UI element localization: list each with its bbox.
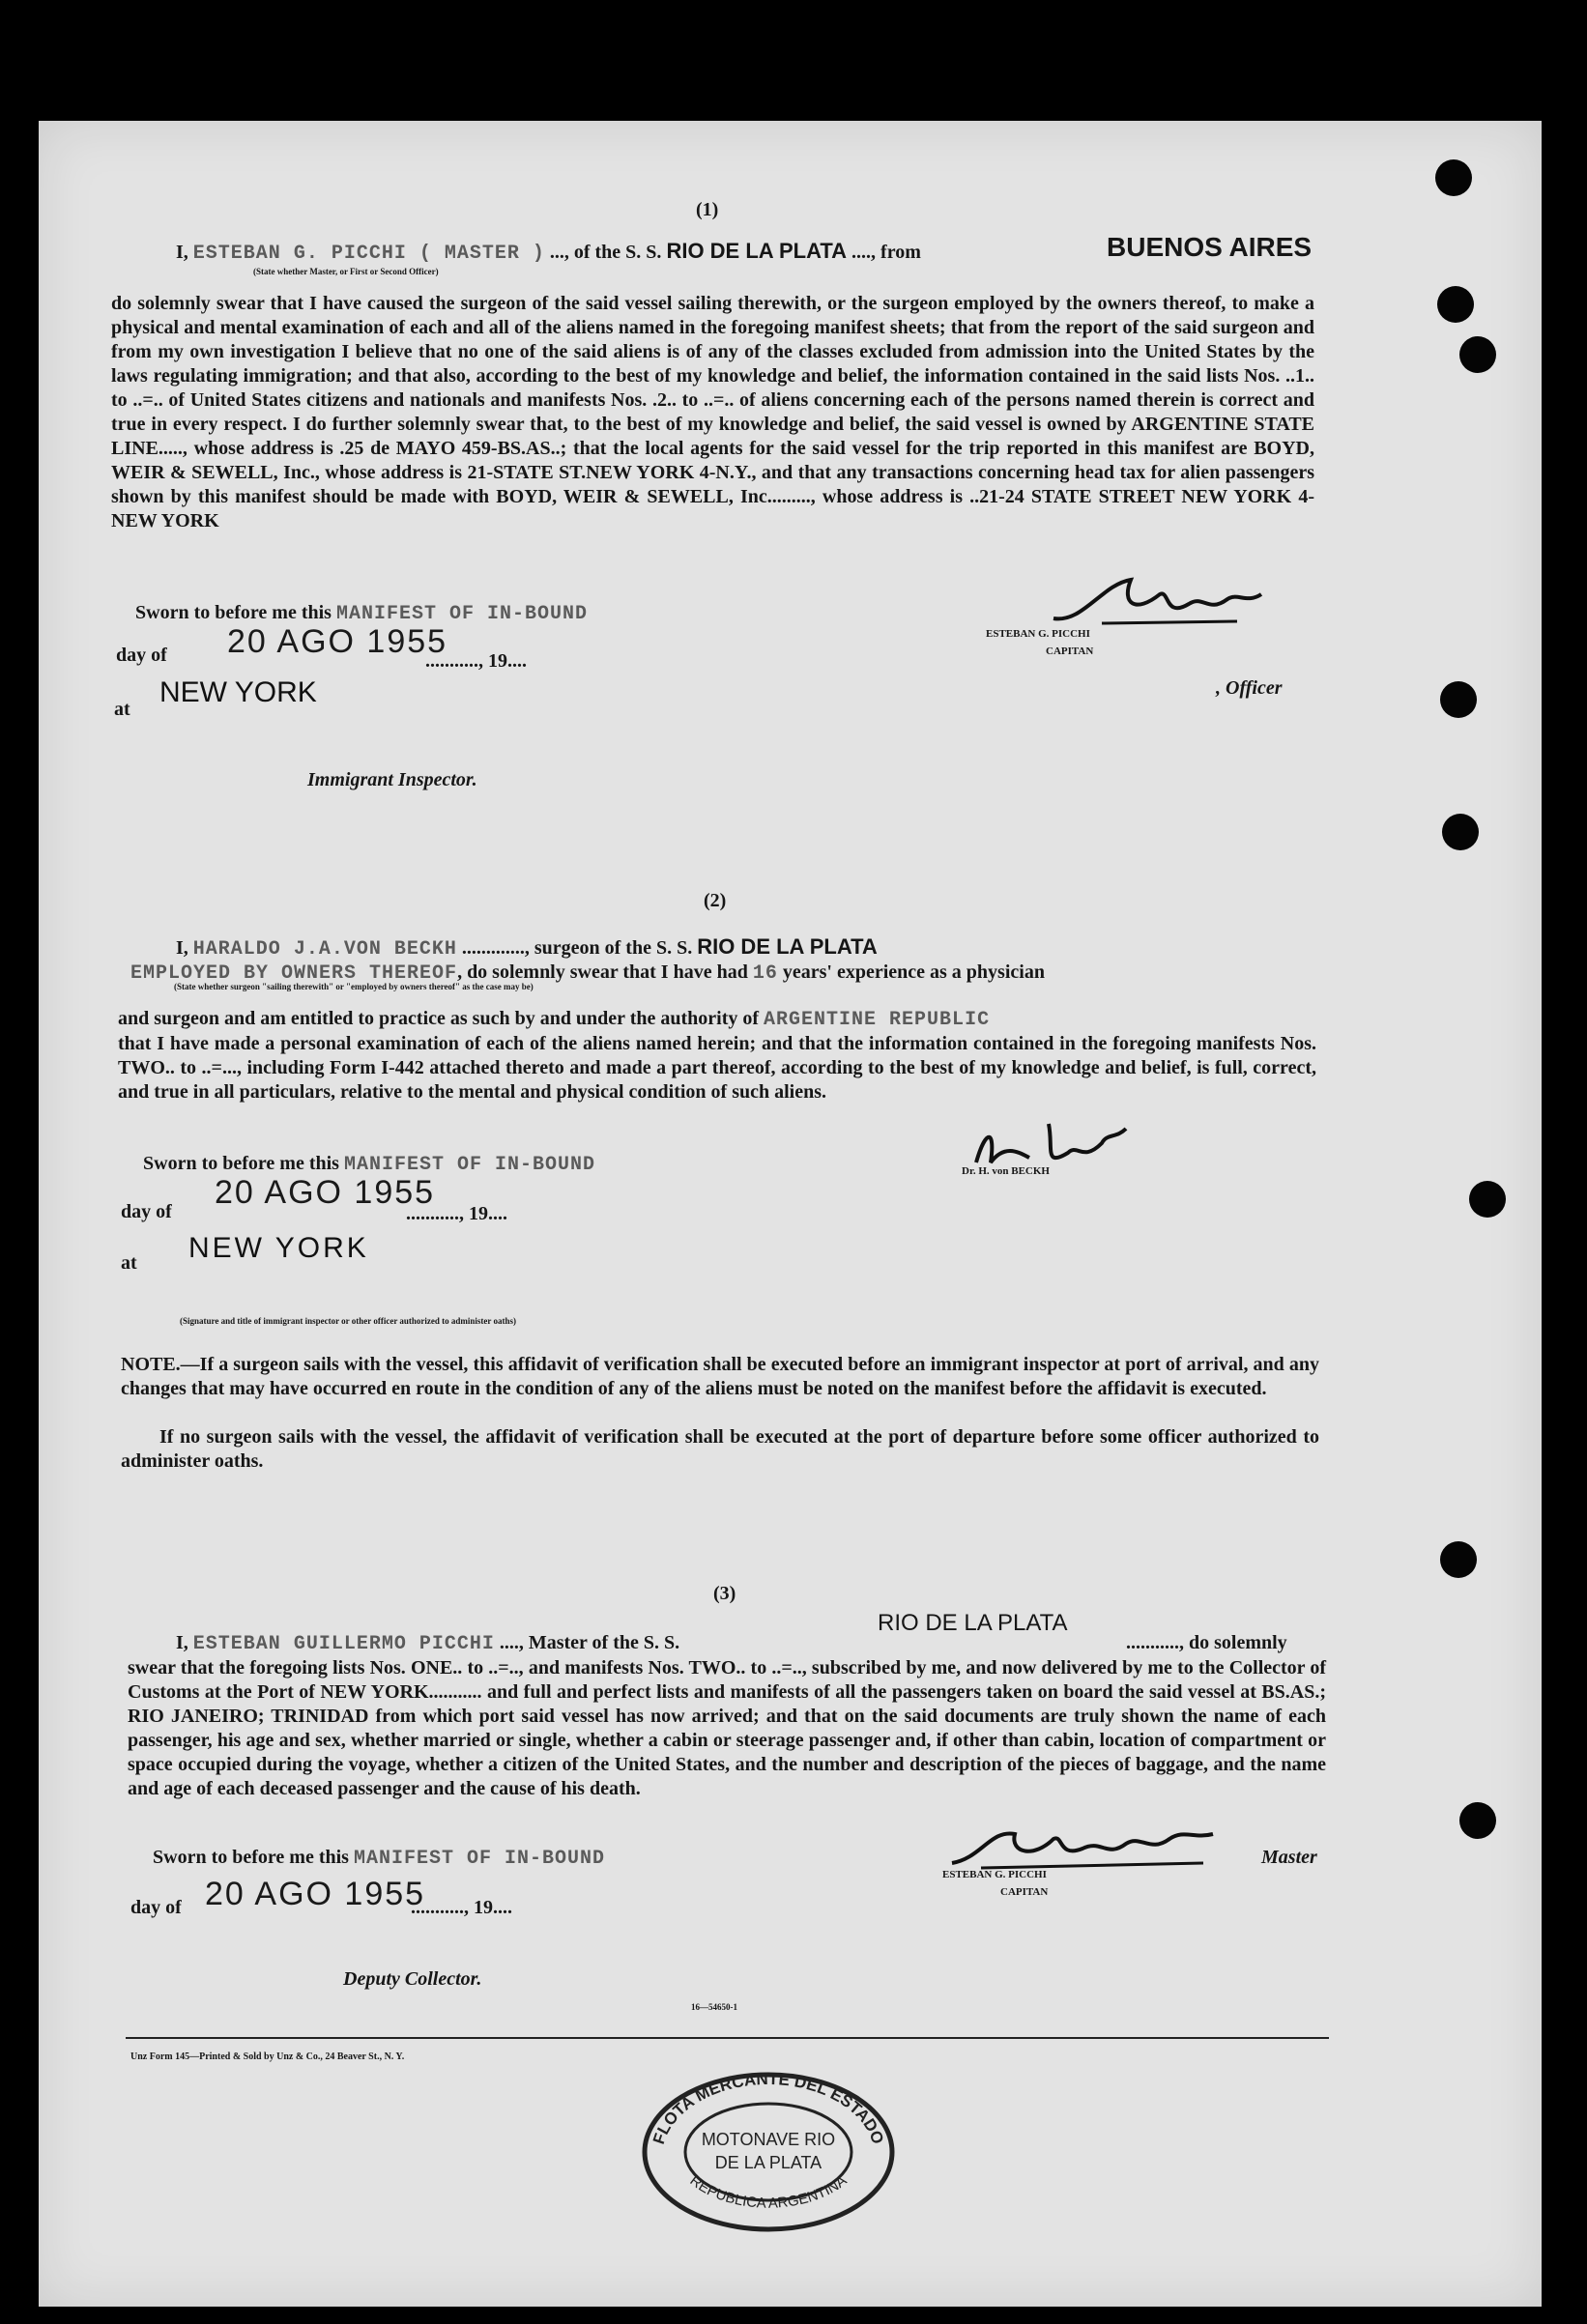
affidavit2-note1: NOTE.—If a surgeon sails with the vessel, this affidavit of verification shall be executed before an immigrant inspector at port of arrival, and any changes that may have occurred en route in the condition of any of the aliens must be noted on the manifest before the affidavit is executed. (121, 1354, 1319, 1399)
punch-hole (1437, 286, 1474, 323)
affidavit1-signer: ESTEBAN G. PICCHI (986, 628, 1090, 640)
affidavit1-day-value: 20 AGO 1955 (227, 623, 448, 660)
affidavit2-signer: Dr. H. von BECKH (962, 1165, 1050, 1177)
affidavit3-signer-title: CAPITAN (1000, 1886, 1049, 1898)
affidavit2-day-value: 20 AGO 1955 (215, 1174, 436, 1211)
affidavit2-sworn: Sworn to before me this MANIFEST OF IN-BOUND (143, 1153, 595, 1176)
affidavit3-year: ..........., 19.... (411, 1897, 512, 1918)
affidavit1-signer-title: CAPITAN (1046, 646, 1094, 657)
stamp-inner-line1: MOTONAVE RIO (701, 2130, 836, 2149)
footer-rule (126, 2037, 1329, 2039)
stamp-outer-bottom: REPUBLICA ARGENTINA (686, 2172, 851, 2212)
affidavit1-sworn: Sworn to before me this MANIFEST OF IN-BOUND (135, 602, 588, 625)
affidavit1-inspector: Immigrant Inspector. (307, 769, 477, 790)
punch-hole (1440, 1541, 1477, 1578)
affidavit1-number: (1) (696, 199, 719, 220)
affidavit3-day: day of (130, 1897, 182, 1918)
affidavit1-port: BUENOS AIRES (1107, 232, 1313, 262)
affidavit3-signer: ESTEBAN G. PICCHI (942, 1869, 1047, 1880)
signature-picchi-master (942, 1815, 1223, 1873)
affidavit2-authority-line: and surgeon and am entitled to practice as such by and under the authority of ARGENTINE REPUBLIC (118, 1008, 991, 1031)
svg-text:REPUBLICA ARGENTINA (687, 2172, 851, 2212)
affidavit1-day: day of (116, 645, 167, 666)
affidavit1-at-value: NEW YORK (159, 676, 317, 708)
punch-hole (1435, 159, 1472, 196)
affidavit1-body: do solemnly swear that I have caused the surgeon of the said vessel sailing therewith, or the surgeon employed by the owners thereof, to make a physical and mental examination of each and all of the aliens named in the foregoing manifest sheets; that from the report of the said surgeon and from my own investigation I believe that no one of the said aliens is of any of the classes excluded from admission into the United States by the laws regulating immigration; and that also, according to the best of my knowledge and belief, the information contained in the said lists Nos. ..1.. to ..=.. of United States citizens and nationals and manifests Nos. .2.. to ..=.. of aliens concerning each of the persons named therein is correct and true in every respect. I do further solemnly swear that, to the best of my knowledge and belief, the said vessel is owned by ARGENTINE STATE LINE....., whose address is .25 de MAYO 459-BS.AS..; that the local agents for the said vessel for the trip reported in this manifest are BOYD, WEIR & SEWELL, Inc., whose address is 21-STATE ST.NEW YORK 4-N.Y., and that any transactions concerning head tax for alien passengers shown by this manifest should be made with BOYD, WEIR & SEWELL, Inc........., whose address is ..21-24 STATE STREET NEW YORK 4-NEW YORK (111, 293, 1314, 531)
punch-hole (1442, 814, 1479, 850)
affidavit2-number: (2) (704, 890, 727, 911)
affidavit2-line2: EMPLOYED BY OWNERS THEREOF, do solemnly swear that I have had 16 years' experience as a physician (130, 961, 1045, 985)
punch-hole (1469, 1181, 1506, 1218)
affidavit1-line1: I, ESTEBAN G. PICCHI ( MASTER ) ..., of the S. S. RIO DE LA PLATA ...., from (176, 239, 921, 265)
affidavit1-officer: , Officer (1216, 677, 1283, 699)
signature-picchi (1044, 565, 1266, 633)
affidavit2-state-note: (State whether surgeon "sailing therewith" or "employed by owners thereof" as the case may be) (174, 982, 534, 991)
affidavit3-body: swear that the foregoing lists Nos. ONE.. to ..=.., and manifests Nos. TWO.. to ..=.., subscribed by me, and now delivered by me to the Collector of Customs at the Port of NEW YORK........... and full and perfect lists and manifests of all the passengers taken on board the said vessel at BS.AS.; RIO JANEIRO; TRINIDAD from which port said vessel has now arrived; and that on the said documents are truly shown the name of each passenger, his age and sex, whether married or single, whether a cabin or steerage passenger and, if other than cabin, location of compartment or space occupied during the voyage, whether a citizen of the United States, and the number and description of the pieces of baggage, and the name and age of each deceased passenger and the cause of his death. (128, 1657, 1326, 1799)
affidavit3-solemnly: ..........., do solemnly (1126, 1632, 1287, 1653)
punch-hole (1459, 336, 1496, 373)
affidavit3-sworn: Sworn to before me this MANIFEST OF IN-BOUND (153, 1847, 605, 1870)
stamp-inner-line2: DE LA PLATA (714, 2153, 822, 2172)
affidavit2-at: at (121, 1252, 137, 1274)
affidavit3-day-value: 20 AGO 1955 (205, 1876, 426, 1912)
affidavit2-note2: If no surgeon sails with the vessel, the affidavit of verification shall be executed at the port of departure before some officer authorized to administer oaths. (121, 1426, 1319, 1472)
affidavit3-number: (3) (713, 1583, 736, 1604)
affidavit1-at: at (114, 699, 130, 720)
affidavit3-vessel: RIO DE LA PLATA (878, 1610, 1068, 1636)
signature-von-beckh (962, 1109, 1155, 1177)
affidavit3-line1: I, ESTEBAN GUILLERMO PICCHI ...., Master of the S. S. (176, 1632, 680, 1655)
affidavit3-master-label: Master (1261, 1847, 1317, 1868)
affidavit2-body: that I have made a personal examination of each of the aliens named herein; and that the information contained in the foregoing manifests Nos. TWO.. to ..=..., including Form I-442 attached thereto and made a part thereof, according to the best of my knowledge and belief, is full, correct, and true in all particulars, relative to the mental and physical condition of such aliens. (118, 1033, 1316, 1103)
affidavit2-at-value: NEW YORK (188, 1232, 369, 1264)
affidavit2-sig-note: (Signature and title of immigrant inspector or other officer authorized to administer oaths) (180, 1316, 516, 1326)
vessel-stamp (638, 2070, 899, 2234)
punch-hole (1459, 1802, 1496, 1839)
affidavit2-line1: I, HARALDO J.A.VON BECKH ............., surgeon of the S. S. RIO DE LA PLATA (176, 934, 878, 961)
affidavit2-year: ..........., 19.... (406, 1203, 507, 1224)
affidavit3-collector: Deputy Collector. (343, 1968, 482, 1990)
punch-hole (1440, 681, 1477, 718)
footer-printer: Unz Form 145—Printed & Sold by Unz & Co., 24 Beaver St., N. Y. (130, 2051, 405, 2062)
affidavit1-year: ..........., 19.... (425, 650, 527, 672)
affidavit1-state-note: (State whether Master, or First or Second Officer) (253, 267, 439, 276)
stamp-outer-top: FLOTA MERCANTE DEL ESTADO (649, 2070, 888, 2147)
form-code: 16—54650-1 (691, 2002, 737, 2012)
affidavit2-day: day of (121, 1201, 172, 1222)
